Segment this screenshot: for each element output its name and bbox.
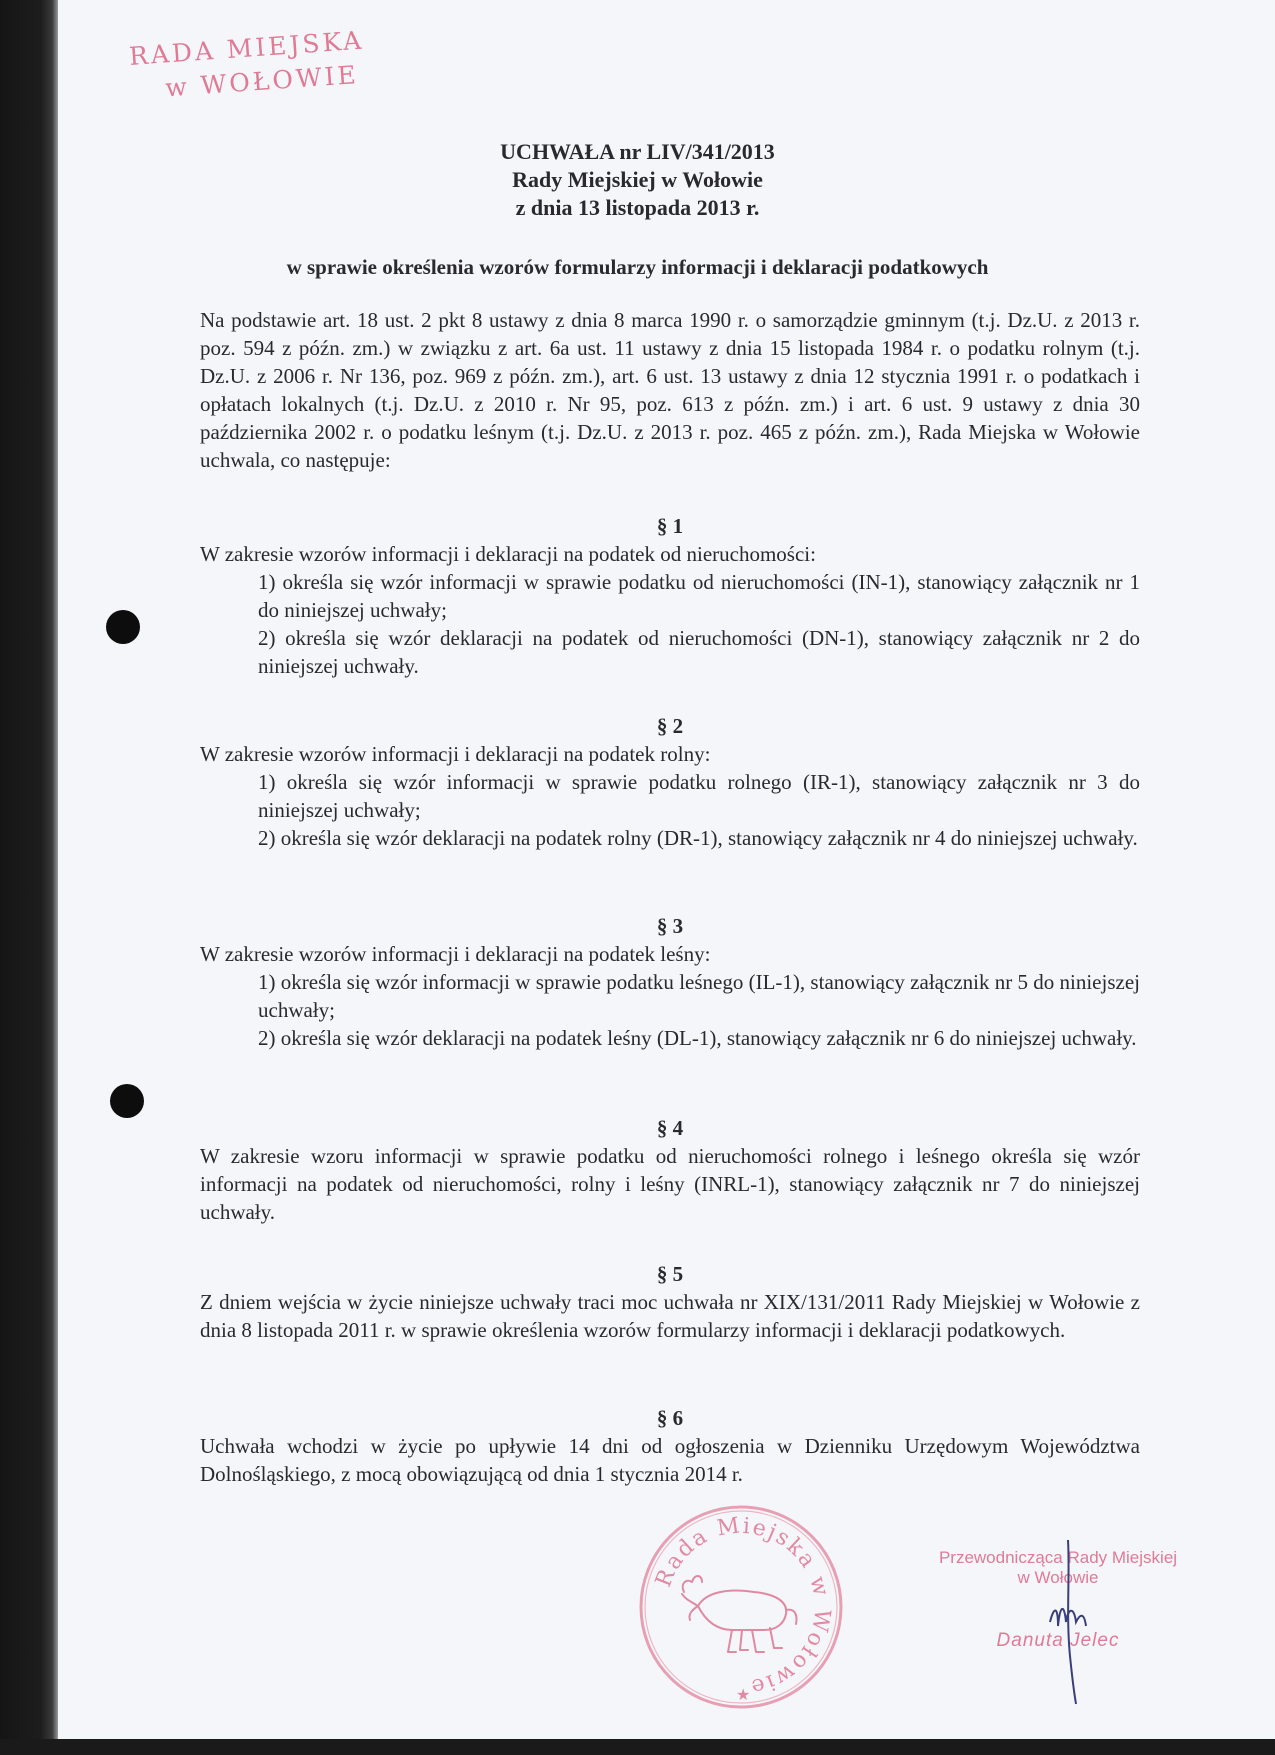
section-mark: § 6: [656, 1406, 684, 1430]
list-item: 1) określa się wzór informacji w sprawie podatku rolnego (IR-1), stanowiący załącznik nr 3 do niniejszej uchwały;: [258, 770, 1140, 822]
svg-text:★: ★: [736, 1685, 751, 1704]
section-intro: W zakresie wzorów informacji i deklaracji na podatek rolny:: [200, 742, 711, 766]
signatory-title: Przewodnicząca Rady Miejskiej: [938, 1548, 1178, 1567]
list-item: 2) określa się wzór deklaracji na podatek od nieruchomości (DN-1), stanowiący załącznik nr 2 do niniejszej uchwały.: [258, 626, 1140, 678]
section-mark: § 1: [656, 514, 684, 538]
scan-bottom-edge: [0, 1739, 1275, 1755]
section-5: [200, 1260, 1140, 1344]
handwritten-signature: [1040, 1536, 1100, 1706]
section-text: Z dniem wejścia w życie niniejsze uchwały traci moc uchwała nr XIX/131/2011 Rady Miejskiej w Wołowie z dnia 8 listopada 2011 r. w sprawie określenia wzorów formularzy informacji i deklaracji podatkowych.: [200, 1290, 1140, 1342]
resolution-subject: w sprawie określenia wzorów formularzy informacji i deklaracji podatkowych: [286, 255, 989, 279]
section-mark: § 5: [656, 1262, 684, 1286]
council-stamp-line2: w WOŁOWIE: [164, 60, 360, 103]
section-4: [200, 1114, 1140, 1226]
section-2: [200, 712, 1140, 852]
signatory-name: Danuta Jelec: [996, 1630, 1120, 1651]
list-item: 1) określa się wzór informacji w sprawie podatku leśnego (IL-1), stanowiący załącznik nr 5 do niniejszej uchwały;: [258, 970, 1140, 1022]
section-intro: W zakresie wzorów informacji i deklaracji na podatek leśny:: [200, 942, 711, 966]
list-item: 2) określa się wzór deklaracji na podatek leśny (DL-1), stanowiący załącznik nr 6 do niniejszej uchwały.: [258, 1026, 1137, 1050]
official-seal: [636, 1502, 846, 1712]
section-mark: § 3: [656, 914, 684, 938]
resolution-issuer: Rady Miejskiej w Wołowie: [512, 167, 763, 192]
section-mark: § 2: [656, 714, 684, 738]
signatory-title-location: w Wołowie: [1017, 1568, 1099, 1587]
section-6: [200, 1404, 1140, 1488]
section-intro: W zakresie wzorów informacji i deklaracji na podatek od nieruchomości:: [200, 542, 816, 566]
resolution-date: z dnia 13 listopada 2013 r.: [515, 195, 760, 220]
preamble: Na podstawie art. 18 ust. 2 pkt 8 ustawy z dnia 8 marca 1990 r. o samorządzie gminnym (t.j. Dz.U. z 2013 r. poz. 594 z późn. zm.) w związku z art. 6a ust. 11 ustawy z dnia 15 listopada 1984 r. o podatku rolnym (t.j. Dz.U. z 2006 r. Nr 136, poz. 969 z późn. zm.), art. 6 ust. 13 ustawy z dnia 12 stycznia 1991 r. o podatkach i opłatach lokalnych (t.j. Dz.U. z 2010 r. Nr 95, poz. 613 z późn. zm.) i art. 6 ust. 9 ustawy z dnia 30 października 2002 r. o podatku leśnym (t.j. Dz.U. z 2013 r. poz. 465 z późn. zm.), Rada Miejska w Wołowie uchwala, co następuje:: [200, 308, 1140, 472]
council-stamp-line1: RADA MIEJSKA: [128, 25, 366, 71]
punch-hole: [106, 610, 140, 644]
punch-hole: [110, 1084, 144, 1118]
section-text: Uchwała wchodzi w życie po upływie 14 dni od ogłoszenia w Dzienniku Urzędowym Województwa Dolnośląskiego, z mocą obowiązującą od dnia 1 stycznia 2014 r.: [200, 1434, 1140, 1486]
section-1: [200, 512, 1140, 680]
list-item: 2) określa się wzór deklaracji na podatek rolny (DR-1), stanowiący załącznik nr 4 do niniejszej uchwały.: [258, 826, 1138, 850]
resolution-header: [0, 138, 1275, 222]
svg-text:Rada Miejska w Wołowie: Rada Miejska w Wołowie: [651, 1513, 835, 1700]
list-item: 1) określa się wzór informacji w sprawie podatku od nieruchomości (IN-1), stanowiący załącznik nr 1 do niniejszej uchwały;: [258, 570, 1140, 622]
section-3: [200, 912, 1140, 1052]
section-text: W zakresie wzoru informacji w sprawie podatku od nieruchomości rolnego i leśnego określa się wzór informacji na podatek od nieruchomości, rolny i leśny (INRL-1), stanowiący załącznik nr 7 do niniejszej uchwały.: [200, 1144, 1140, 1224]
resolution-title: UCHWAŁA nr LIV/341/2013: [500, 139, 775, 164]
section-mark: § 4: [656, 1116, 684, 1140]
